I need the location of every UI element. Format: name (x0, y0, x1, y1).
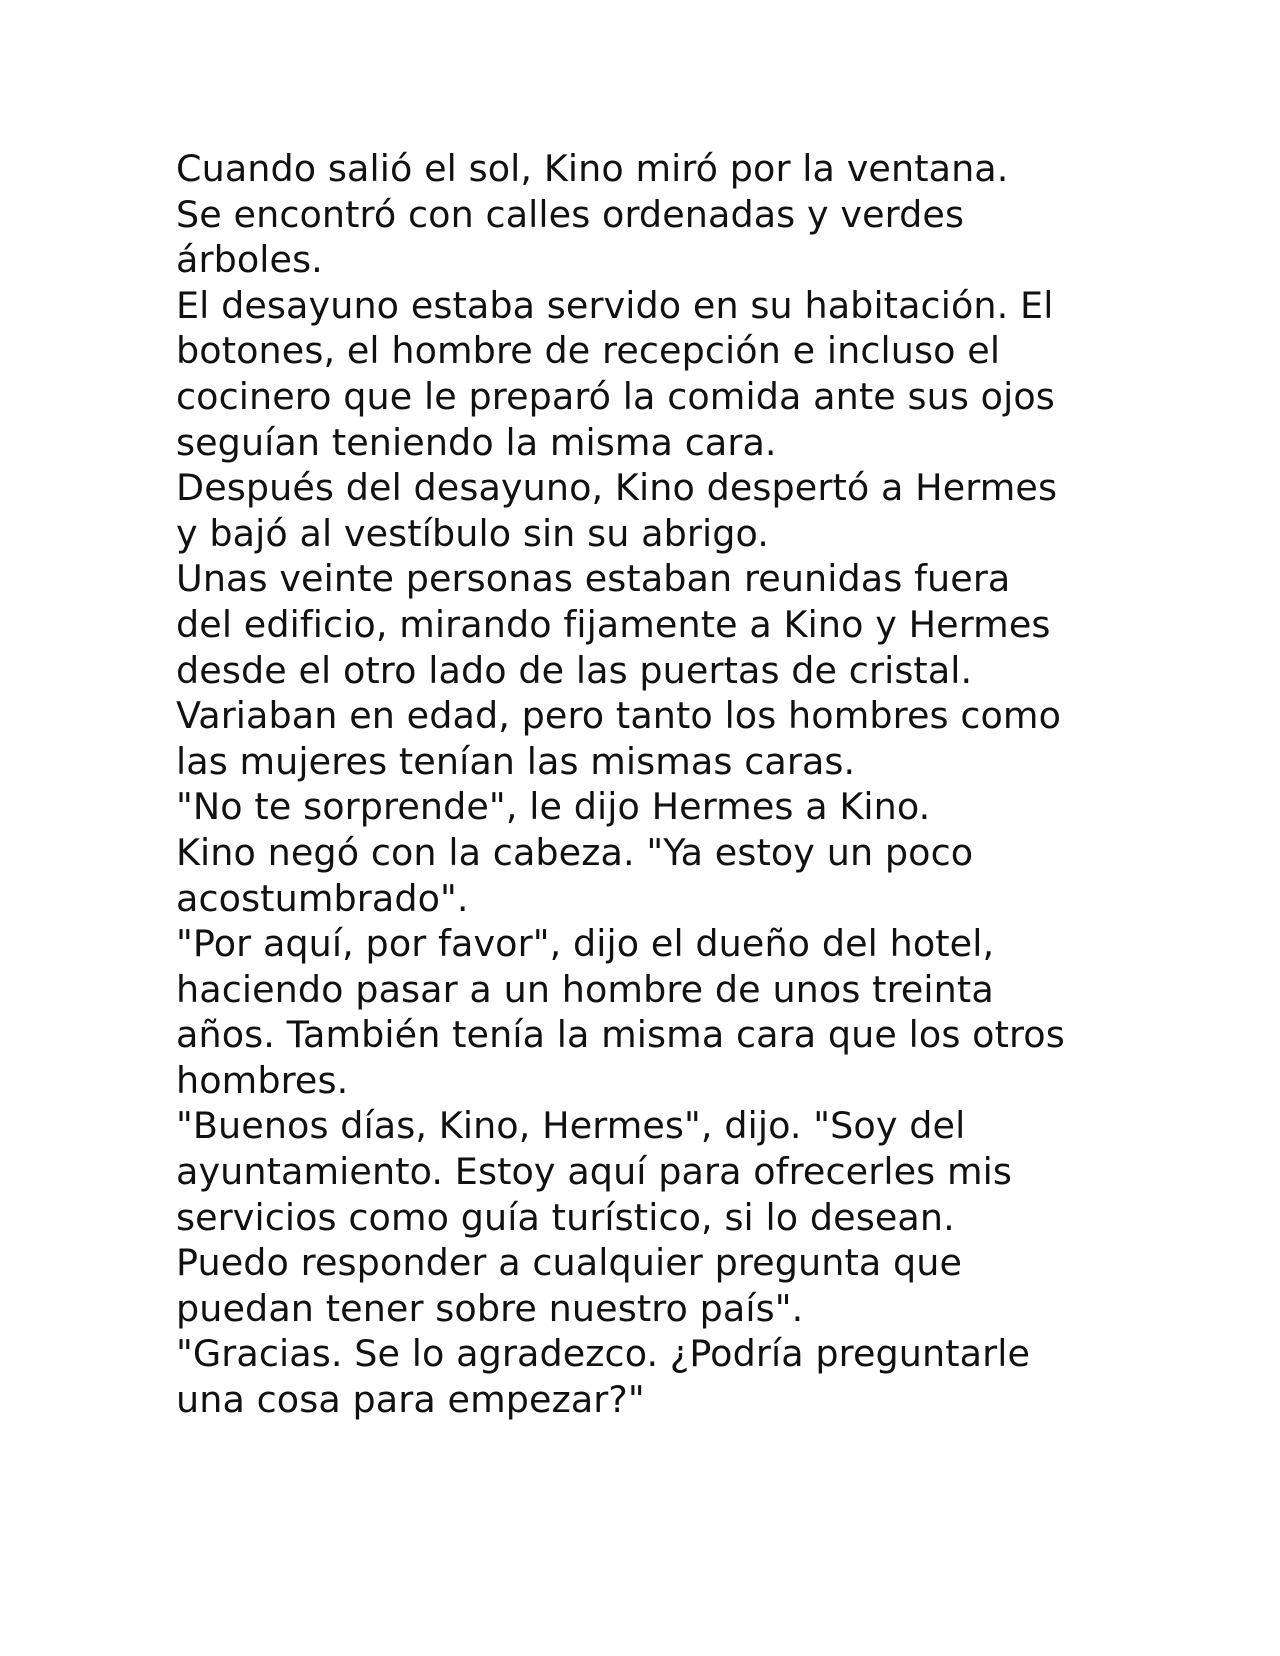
text-line: seguían teniendo la misma cara. (176, 420, 777, 464)
text-line: y bajó al vestíbulo sin su abrigo. (176, 511, 770, 555)
text-line: servicios como guía turístico, si lo desean. (176, 1195, 955, 1239)
text-line: Puedo responder a cualquier pregunta que (176, 1241, 963, 1285)
text-line: haciendo pasar a un hombre de unos treinta (176, 967, 994, 1011)
text-line: las mujeres tenían las mismas caras. (176, 739, 856, 783)
text-line: botones, el hombre de recepción e incluso el (176, 329, 1001, 373)
text-line: cocinero que le preparó la comida ante sus ojos (176, 374, 1055, 418)
text-line: Unas veinte personas estaban reunidas fuera (176, 557, 1011, 601)
text-line: del edificio, mirando fijamente a Kino y Hermes (176, 602, 1051, 646)
text-line: Después del desayuno, Kino despertó a Hermes (176, 466, 1058, 510)
text-line: ayuntamiento. Estoy aquí para ofrecerles mis (176, 1150, 1012, 1194)
text-line: "Gracias. Se lo agradezco. ¿Podría preguntarle (176, 1332, 1031, 1376)
text-line: una cosa para empezar?" (176, 1378, 645, 1422)
text-line: acostumbrado". (176, 876, 469, 920)
text-line: "Buenos días, Kino, Hermes", dijo. "Soy del (176, 1104, 966, 1148)
text-line: puedan tener sobre nuestro país". (176, 1286, 804, 1330)
text-line: árboles. (176, 238, 323, 282)
text-line: años. También tenía la misma cara que los otros (176, 1013, 1065, 1057)
text-line: "No te sorprende", le dijo Hermes a Kino. (176, 785, 931, 829)
text-line: El desayuno estaba servido en su habitación. El (176, 283, 1054, 327)
text-line: Se encontró con calles ordenadas y verdes (176, 192, 965, 236)
text-line: Cuando salió el sol, Kino miró por la ventana. (176, 147, 1009, 190)
text-line: Kino negó con la cabeza. "Ya estoy un poco (176, 830, 974, 874)
text-line: hombres. (176, 1058, 349, 1102)
body-text (176, 146, 1116, 1423)
text-line: Variaban en edad, pero tanto los hombres como (176, 694, 1062, 738)
text-line: desde el otro lado de las puertas de cristal. (176, 648, 973, 692)
text-line: "Por aquí, por favor", dijo el dueño del hotel, (176, 922, 995, 966)
